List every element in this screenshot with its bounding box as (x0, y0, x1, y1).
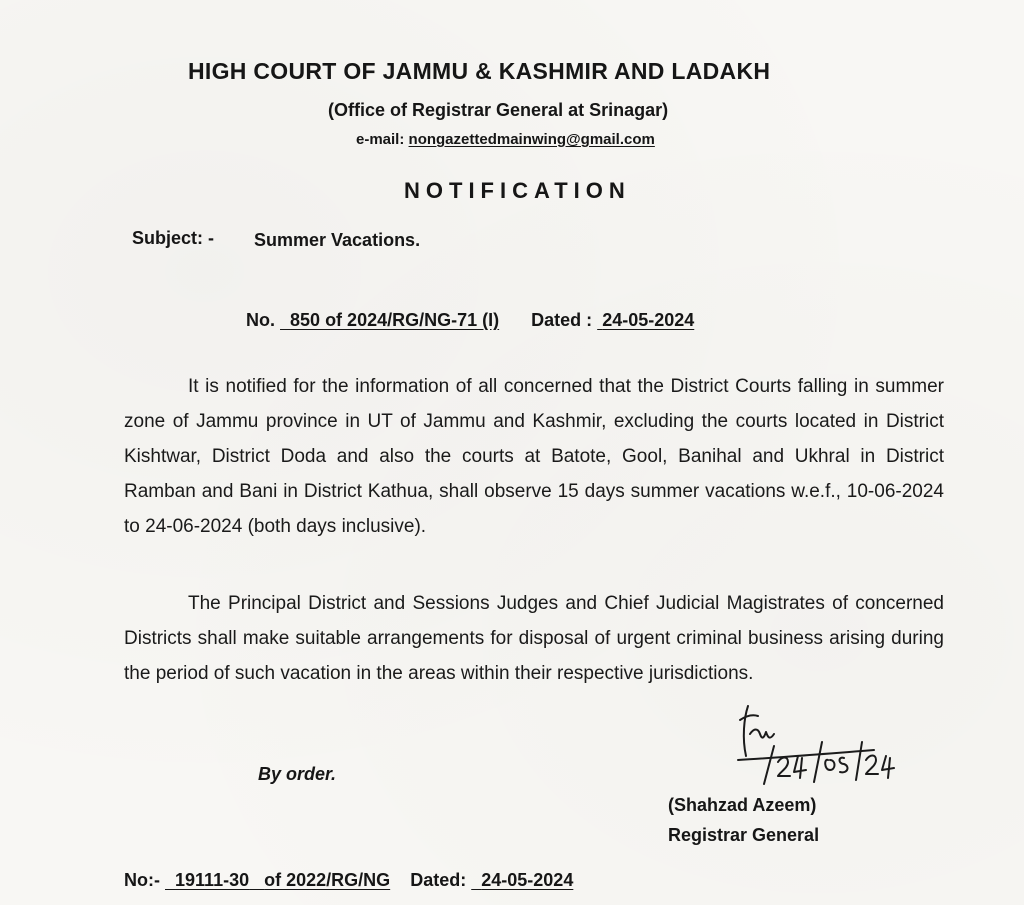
notification-number: 850 of 2024/RG/NG-71 (I) (290, 310, 500, 330)
endorsement-reference (124, 870, 573, 891)
signer-name: (Shahzad Azeem) (668, 795, 817, 815)
subject-label: Subject: - (132, 228, 215, 248)
email-line (356, 131, 655, 148)
endorsement-number-label: No:- (124, 870, 160, 890)
notification-date: 24-05-2024 (602, 310, 695, 330)
notification-heading: NOTIFICATION (404, 178, 631, 203)
email-label: e-mail: (356, 131, 405, 148)
signature (734, 698, 904, 788)
endorsement-date: 24-05-2024 (481, 870, 574, 890)
notification-reference (246, 310, 694, 331)
office-subtitle: (Office of Registrar General at Srinagar) (328, 100, 669, 120)
email-address: nongazettedmainwing@gmail.com (408, 131, 655, 148)
subject-value: Summer Vacations. (254, 230, 421, 250)
endorsement-dated-label: Dated: (410, 870, 467, 890)
by-order-text: By order. (258, 764, 337, 784)
number-label: No. (246, 310, 275, 330)
endorsement-number: 19111-30 of 2022/RG/NG (175, 870, 391, 890)
signer-title: Registrar General (668, 825, 820, 845)
body-paragraph-1: It is notified for the information of all concerned that the District Courts falling in summer zone of Jammu province in UT of Jammu and Kashmir, excluding the courts located in District Kishtwar, District Doda and also the courts at Batote, Gool, Banihal and Ukhral in District Ramban and Bani in District Kathua, shall observe 15 days summer vacations w.e.f., 10-06-2024 to 24-06-2024 (both days inclusive). (124, 376, 944, 537)
dated-label: Dated : (531, 310, 593, 330)
court-title: HIGH COURT OF JAMMU & KASHMIR AND LADAKH (188, 58, 771, 84)
body-paragraph-2: The Principal District and Sessions Judges and Chief Judicial Magistrates of concerned Districts shall make suitable arrangements for disposal of urgent criminal business arising during the period of such vacation in the areas within their respective jurisdictions. (124, 593, 944, 684)
